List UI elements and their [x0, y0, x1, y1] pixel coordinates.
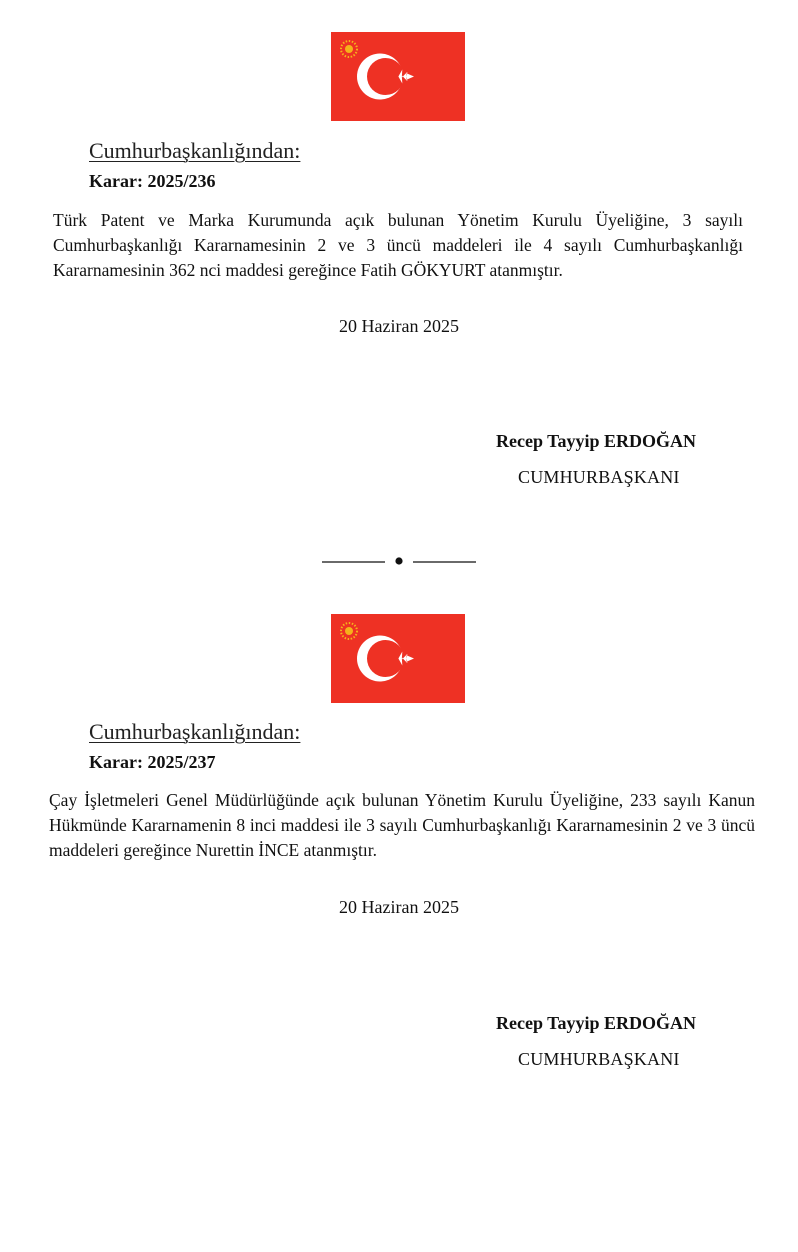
- signer-title: CUMHURBAŞKANI: [518, 467, 680, 487]
- issuer-heading: Cumhurbaşkanlığından:: [89, 138, 301, 163]
- decision-number: Karar: 2025/237: [89, 752, 216, 772]
- signer-title: CUMHURBAŞKANI: [518, 1049, 680, 1069]
- presidential-flag-icon: [331, 614, 465, 703]
- issuer-heading: Cumhurbaşkanlığından:: [89, 719, 301, 744]
- decision-body: Çay İşletmeleri Genel Müdürlüğünde açık bulunan Yönetim Kurulu Üyeliğine, 233 sayılı Kanun Hükmünde Kararnamenin 8 inci maddesi ile 3 sayılı Cumhurbaşkanlığı Kararnamesinin 2 ve 3 üncü maddeleri gereğince Nurettin İNCE atanmıştır.: [49, 790, 755, 860]
- decision-body: Türk Patent ve Marka Kurumunda açık bulunan Yönetim Kurulu Üyeliğine, 3 sayılı Cumhurbaşkanlığı Kararnamesinin 2 ve 3 üncü maddeleri ile 4 sayılı Cumhurbaşkanlığı Kararnamesinin 362 nci maddesi gereğince Fatih GÖKYURT atanmıştır.: [53, 210, 743, 280]
- decision-date: 20 Haziran 2025: [339, 316, 459, 336]
- presidential-flag-icon: [331, 32, 465, 121]
- dot-separator-icon: [322, 550, 476, 572]
- decision-number: Karar: 2025/236: [89, 171, 216, 191]
- decision-date: 20 Haziran 2025: [339, 897, 459, 917]
- signer-name: Recep Tayyip ERDOĞAN: [496, 431, 697, 451]
- signer-name: Recep Tayyip ERDOĞAN: [496, 1013, 697, 1033]
